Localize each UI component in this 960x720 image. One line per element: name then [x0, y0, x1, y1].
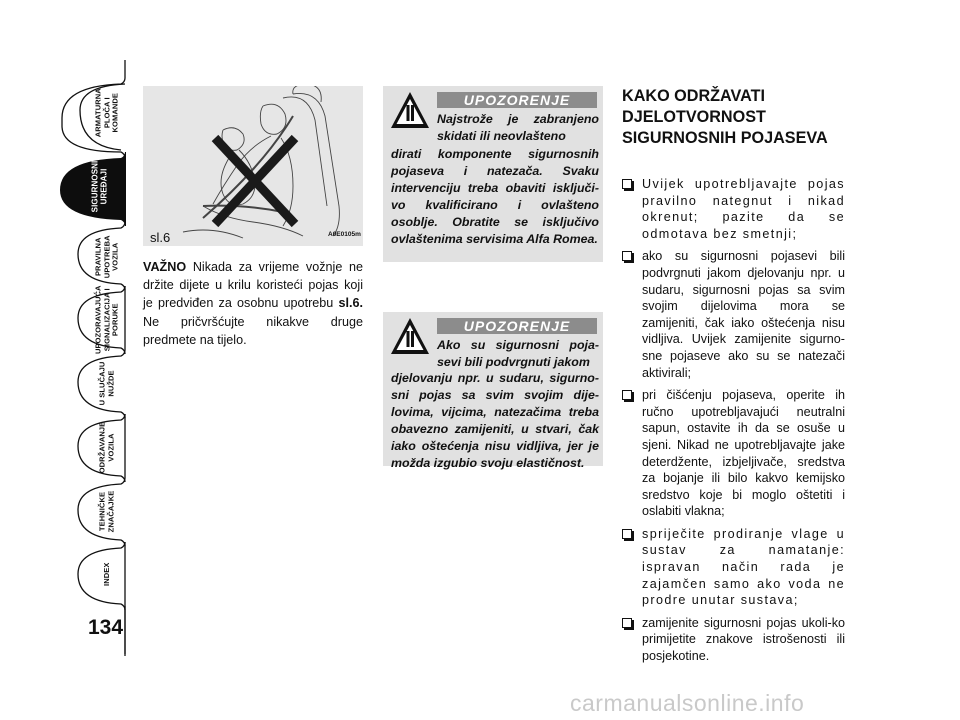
list-item-text: pri čišćenju pojaseva, operite ih ručno upotrebljavajući neutralni sapun, ostavite ih da se osuše u sjeni. Nikad ne upotrebljavajte jake deterdžente, izbjeljivače, sredstva za bojanje ili bilo kakvo kemijsko sredstvo koje bi moglo oštetiti i oslabiti vlakna; [642, 388, 845, 519]
checkbox-bullet-icon [622, 529, 632, 539]
list-item [622, 526, 845, 609]
warning-triangle-icon [389, 316, 431, 358]
checkbox-bullet-icon [622, 251, 632, 261]
warning-lead-1: Najstrože je zabranjeno skidati ili neovlašteno [437, 112, 599, 143]
tab-u-slucaju-nuzde[interactable]: U SLUČAJU NUŽDE [97, 361, 115, 406]
checkbox-bullet-icon [622, 179, 632, 189]
note-figure-ref: sl.6. [338, 296, 363, 311]
tab-index[interactable]: INDEX [101, 562, 111, 586]
list-item [622, 176, 845, 242]
maintenance-bullet-list [622, 176, 845, 671]
section-heading: KAKO ODRŽAVATI DJELOTVORNOST SIGURNOSNIH POJASEVA [622, 87, 828, 147]
tab-odrzavanje-vozila[interactable]: ODRŽAVANJE VOZILA [97, 421, 115, 474]
figure-label: sl.6 [150, 230, 171, 245]
figure-sl6 [143, 86, 363, 246]
tab-armaturna-ploca[interactable]: ARMATURNA PLOČA I KOMANDE [93, 88, 120, 138]
figure-code: A0E0105m [328, 231, 361, 238]
note-text-2: Ne pričvršćujte nikakve druge predmete na tijelo. [143, 314, 363, 347]
page-number: 134 [88, 616, 124, 639]
list-item-text: ako su sigurnosni pojasevi bili podvrgnuti jakom djelovanju npr. u sudaru, sigurnosni pojas sa svim svojim dijelovima mora se zamijeniti, čak iako oštećenja nisu vidljiva. Uvijek zamijenite sigurno-sne pojaseve ako su se natezači aktivirali; [642, 249, 845, 380]
child-on-lap-illustration [143, 86, 363, 246]
list-item [622, 615, 845, 665]
note-text-1: Nikada za vrijeme vožnje ne držite dijete u krilu koristeći pojas koji je predviđen za osobnu upotrebu [143, 260, 363, 311]
warning-header-2: UPOZORENJE [437, 318, 597, 334]
warning-text-1: dirati komponente sigurnosnih pojaseva i natezača. Svaku intervenciju treba obaviti isključi-vo kvalificirano i ovlašteno osoblje. Obratite se isključivo ovlaštenima servisima Alfa Romea. [391, 147, 599, 246]
list-item-text: Uvijek upotrebljavajte pojas pravilno nategnut i nikad okrenut; pazite da se odmotava bez smetnji; [642, 177, 845, 241]
list-item-text: spriječite prodiranje vlage u sustav za namatanje: ispravan način rada je zajamčen samo ako voda ne prodre unutar sustava; [642, 526, 845, 608]
warning-text-2: djelovanju npr. u sudaru, sigurno-sni pojas sa svim svojim dije-lovima, vijcima, natezačima treba obavezno zamijeniti, u stvari, čak iako oštećenja nisu vidljiva, jer je možda izgubio svoju elastičnost. [391, 371, 599, 470]
list-item [622, 248, 845, 381]
warning-box-1 [383, 86, 603, 262]
warning-lead-2: Ako su sigurnosni poja-sevi bili podvrgnuti jakom [437, 338, 599, 369]
checkbox-bullet-icon [622, 618, 632, 628]
warning-triangle-icon [389, 90, 431, 132]
tab-upozoravajuca-signalizacija[interactable]: UPOZORAVAJUĆA SIGNALIZACIJA I PORUKE [93, 285, 120, 355]
tab-pravilna-upotreba[interactable]: PRAVILNA UPOTREBA VOZILA [93, 235, 120, 279]
watermark: carmanualsonline.info [570, 690, 805, 716]
warning-header-1: UPOZORENJE [437, 92, 597, 108]
tab-tehnicke-znacajke[interactable]: TEHNIČKE ZNAČAJKE [97, 490, 115, 533]
note-lead: VAŽNO [143, 260, 187, 274]
tab-sigurnosni-uredaji[interactable]: SIGURNOSNI UREĐAJI [90, 160, 108, 213]
important-note [143, 258, 363, 349]
list-item-text: zamijenite sigurnosni pojas ukoli-ko primijetite znakove istrošenosti ili posjekotine. [642, 615, 845, 664]
list-item [622, 387, 845, 520]
warning-box-2 [383, 312, 603, 470]
chapter-tab-strip [0, 0, 140, 720]
checkbox-bullet-icon [622, 390, 632, 400]
